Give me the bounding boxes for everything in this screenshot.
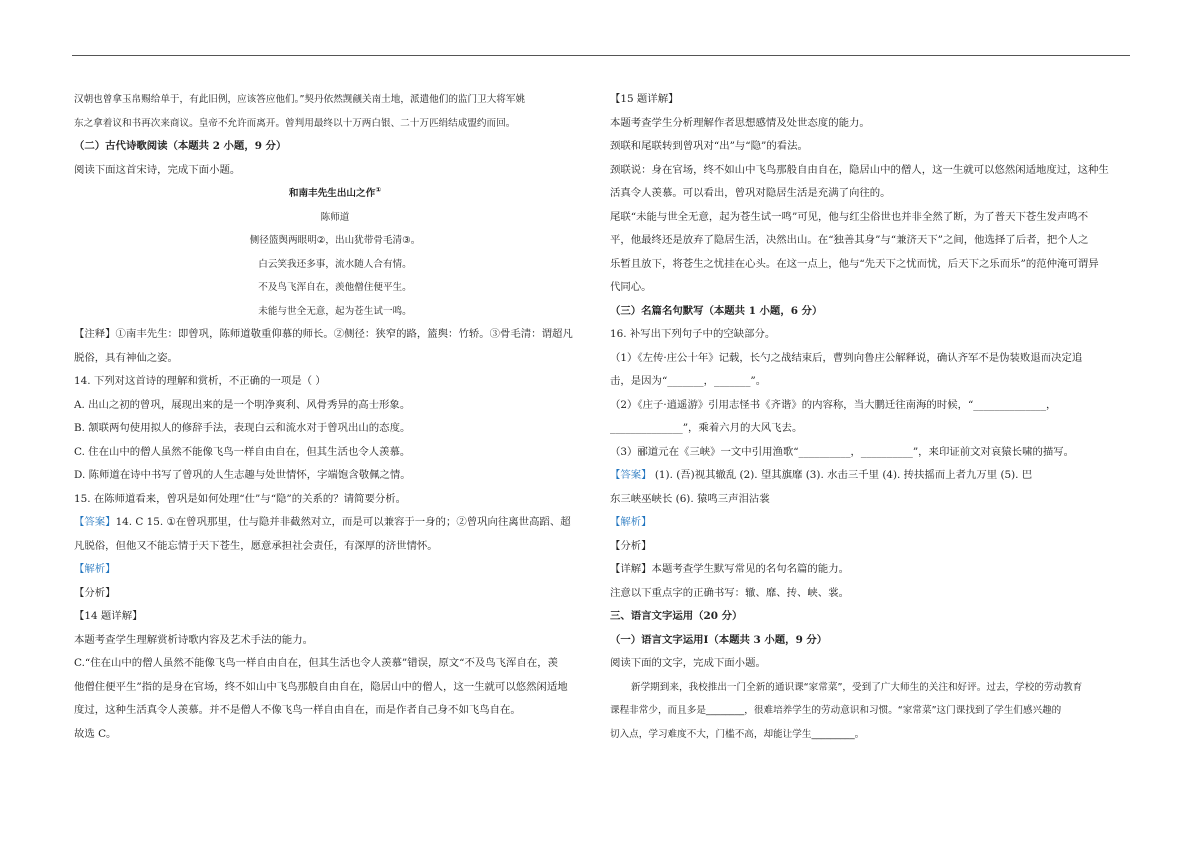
- detail-line: 乐暂且放下，将苍生之忧挂在心头。在这一点上，他与“先天下之忧而忧，后天下之乐而乐”的范仲淹可谓异: [610, 257, 1099, 270]
- detail-14-tag: 【14 题详解】: [74, 610, 143, 622]
- detail-line: 代同心。: [610, 281, 652, 293]
- answer-text: 14. C 15. ①在曾巩那里，仕与隐并非截然对立，而是可以兼容于一身的；②曾巩向往离世高蹈、超: [115, 516, 571, 528]
- question-16: 16. 补写出下列句子中的空缺部分。: [610, 328, 776, 340]
- instruction: 阅读下面的文字，完成下面小题。: [610, 657, 766, 669]
- right-column: [610, 88, 1130, 746]
- option-d: D. 陈师道在诗中书写了曾巩的人生志趣与处世情怀，字端饱含敬佩之情。: [74, 469, 411, 481]
- answer-line: [610, 464, 1130, 488]
- question-15: 15. 在陈师道看来，曾巩是如何处理“仕”与“隐”的关系的？请简要分析。: [74, 492, 407, 505]
- detail-line: 本题考查学生分析理解作者思想感情及处世态度的能力。: [610, 116, 870, 129]
- poem-title: [74, 182, 596, 206]
- fenxi-tag: 【分析】: [74, 586, 116, 599]
- option-b: B. 颔联两句使用拟人的修辞手法，表现白云和流水对于曾巩出山的态度。: [74, 422, 411, 434]
- passage-line: 新学期到来，我校推出一门全新的通识课“家常菜”，受到了广大师生的关注和好评。过去，学校的劳动教育: [631, 681, 1083, 693]
- answer-text: (1). (吾)视其辙乱 (2). 望其旗靡 (3). 水击三千里 (4). 抟扶摇而上者九万里 (5). 巴: [651, 469, 1033, 481]
- detail-line: 尾联“未能与世全无意，起为苍生试一鸣”可见，他与红尘俗世也并非全然了断，为了普天下苍生发声鸣不: [610, 210, 1089, 223]
- detail-line: 注意以下重点字的正确书写：辙、靡、抟、峡、裳。: [610, 586, 849, 599]
- detail-line: 本题考查学生理解赏析诗歌内容及艺术手法的能力。: [74, 633, 313, 646]
- answer-tag: 【答案】: [74, 516, 116, 528]
- option-c: C. 住在山中的僧人虽然不能像飞鸟一样自由自在，但其生活也令人羡慕。: [74, 445, 411, 458]
- detail-line: 故选 C。: [74, 727, 117, 740]
- left-column: [74, 88, 596, 746]
- detail-line: 颈联和尾联转到曾巩对“出”与“隐”的看法。: [610, 140, 808, 152]
- note-line: 脱俗，具有神仙之姿。: [74, 351, 178, 364]
- subquestion-line: 击，是因为“_______，_______”。: [610, 375, 767, 387]
- detail-line: 度过，这种生活真令人羡慕。并不是僧人不像飞鸟一样自由自在，而是作者自己身不如飞鸟自在。: [74, 704, 521, 716]
- detail-15-tag: 【15 题详解】: [610, 93, 679, 105]
- poem-line: 不及鸟飞浑自在，羡他僧住便平生。: [258, 282, 412, 293]
- poem-title-note: ①: [375, 185, 382, 194]
- poem-line: 白云笑我还多事，流水随人合有情。: [258, 258, 412, 270]
- part-heading: 三、语言文字运用（20 分）: [610, 610, 743, 622]
- passage-line: 东之拿着议和书再次来商议。皇帝不允许而离开。曾判用最终以十万两白银、二十万匹绢结成盟约而回。: [74, 117, 516, 129]
- poem-author: 陈师道: [320, 211, 350, 223]
- detail-line: 颈联说：身在官场，终不如山中飞鸟那般自由自在，隐居山中的僧人，这一生就可以悠然闲适地度过，这种生: [610, 163, 1109, 176]
- question-14: 14. 下列对这首诗的理解和赏析，不正确的一项是（ ）: [74, 375, 326, 387]
- answer-line: 东三峡巫峡长 (6). 猿鸣三声泪沾裳: [610, 492, 770, 505]
- note-line: 【注释】①南丰先生：即曾巩，陈师道敬重仰慕的师长。②侧径：狭窄的路，篮舆：竹轿。③骨毛清：谓超凡: [74, 328, 573, 340]
- header-rule: [72, 55, 1130, 56]
- poem-line: 侧径篮舆两眼明②，出山犹带骨毛清③。: [249, 235, 421, 246]
- detail-line: 平，他最终还是放弃了隐居生活，决然出山。在“独善其身”与“兼济天下”之间，他选择了后者，把个人之: [610, 234, 1089, 246]
- answer-line: [74, 511, 596, 535]
- detail-line: 活真令人羡慕。可以看出，曾巩对隐居生活是充满了向往的。: [610, 187, 891, 199]
- section-heading: （三）名篇名句默写（本题共 1 小题，6 分）: [610, 304, 823, 317]
- option-a: A. 出山之初的曾巩，展现出来的是一个明净爽利、风骨秀异的高士形象。: [74, 398, 411, 411]
- detail-line: 【详解】本题考查学生默写常见的名句名篇的能力。: [610, 563, 849, 575]
- instruction: 阅读下面这首宋诗，完成下面小题。: [74, 163, 241, 176]
- analysis-tag: 【解析】: [610, 516, 652, 528]
- passage-line: 切入点，学习难度不大，门槛不高，却能让学生_________。: [610, 728, 865, 740]
- detail-line: 他僧住便平生”指的是身在官场，终不如山中飞鸟那般自由自在，隐居山中的僧人，这一生就可以悠然闲适地: [74, 680, 568, 693]
- fenxi-tag: 【分析】: [610, 539, 652, 552]
- subquestion-line: （2）《庄子·逍遥游》引用志怪书《齐谐》的内容称，当大鹏迁往南海的时候，“______________，: [610, 398, 1057, 411]
- analysis-tag: 【解析】: [74, 563, 116, 575]
- passage-line: 汉朝也曾拿玉帛赐给单于，有此旧例，应该答应他们。”契丹依然觊觎关南土地，派遣他们的监门卫大将军姚: [74, 94, 526, 105]
- detail-line: C.“住在山中的僧人虽然不能像飞鸟一样自由自在，但其生活也令人羡慕”错误，原文“不及鸟飞浑自在，羡: [74, 657, 559, 669]
- answer-tag: 【答案】: [610, 469, 652, 481]
- passage-line: 课程非常少，而且多是________，很难培养学生的劳动意识和习惯。“家常菜”这门课找到了学生们感兴趣的: [610, 705, 1062, 716]
- section-heading: （二）古代诗歌阅读（本题共 2 小题，9 分）: [74, 140, 287, 152]
- subquestion-line: （3）郦道元在《三峡》一文中引用渔歌“__________，__________”，来印证前文对哀猿长啸的描写。: [610, 445, 1075, 458]
- section-heading: （一）语言文字运用Ⅰ（本题共 3 小题，9 分）: [610, 633, 828, 646]
- answer-line: 凡脱俗，但他又不能忘情于天下苍生，愿意承担社会责任，有深厚的济世情怀。: [74, 539, 438, 552]
- poem-title-text: 和南丰先生出山之作: [288, 188, 376, 199]
- subquestion-line: ______________”，乘着六月的大风飞去。: [610, 422, 803, 434]
- subquestion-line: （1）《左传·庄公十年》记载，长勺之战结束后，曹刿向鲁庄公解释说，确认齐军不是伪装败退而决定追: [610, 351, 1083, 364]
- poem-line: 未能与世全无意，起为苍生试一鸣。: [258, 305, 412, 317]
